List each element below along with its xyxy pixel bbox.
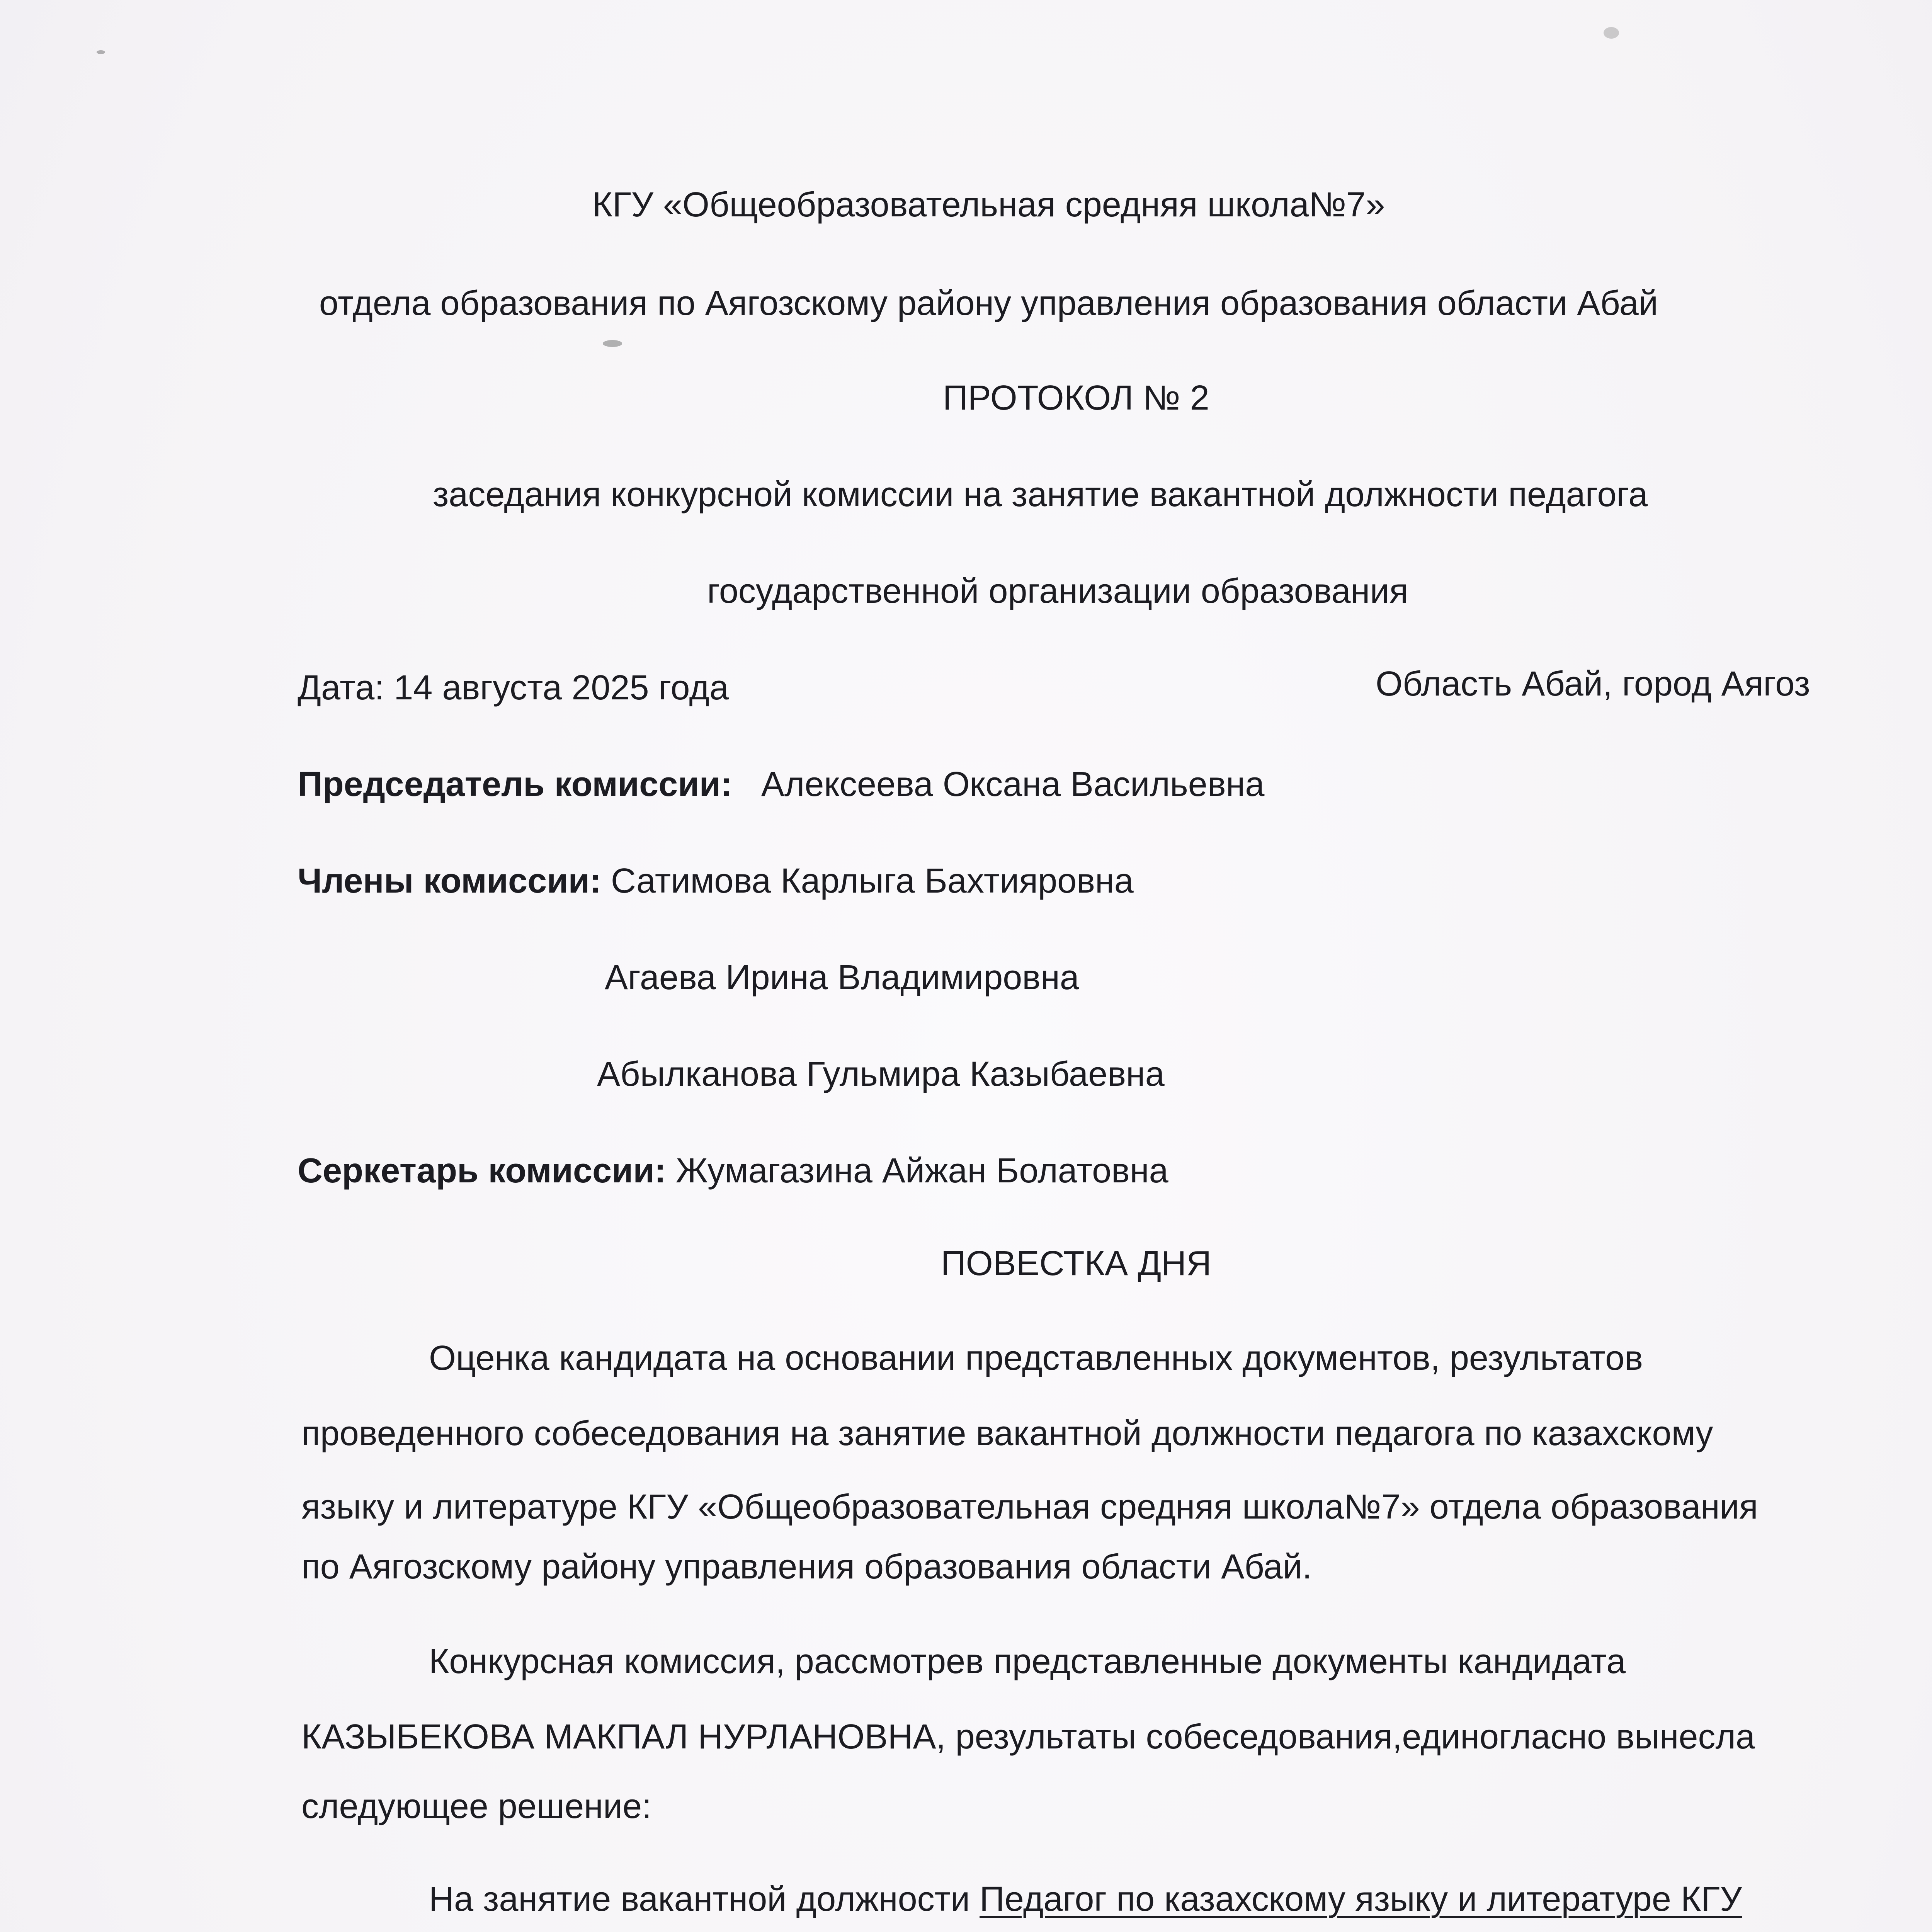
scan-speck xyxy=(1604,27,1619,39)
place-text: Область Абай, город Аягоз xyxy=(1376,665,1810,703)
date-text: Дата: 14 августа 2025 года xyxy=(298,668,729,707)
position-prefix: На занятие вакантной должности xyxy=(429,1880,980,1918)
member-name: Агаева Ирина Владимировна xyxy=(605,958,1079,997)
member-name: Сатимова Карлыга Бахтияровна xyxy=(611,862,1134,900)
decision-line: КАЗЫБЕКОВА МАКПАЛ НУРЛАНОВНА, результаты собеседования,единогласно вынесла xyxy=(301,1718,1755,1756)
position-name: Педагог по казахскому языку и литературе КГУ xyxy=(980,1880,1742,1918)
chair-name: Алексеева Оксана Васильевна xyxy=(761,765,1265,804)
secretary-label: Серкетарь комиссии: xyxy=(298,1151,666,1190)
agenda-line: Оценка кандидата на основании представленных документов, результатов xyxy=(429,1339,1643,1378)
member-name: Абылканова Гульмира Казыбаевна xyxy=(597,1055,1165,1094)
protocol-title: ПРОТОКОЛ № 2 xyxy=(943,379,1209,417)
decision-line: следующее решение: xyxy=(301,1787,652,1826)
agenda-line: проведенного собеседования на занятие вакантной должности педагога по казахскому xyxy=(301,1414,1713,1453)
members-label: Члены комиссии: xyxy=(298,862,601,900)
position-line xyxy=(429,1878,1742,1920)
chair-label: Председатель комиссии: xyxy=(298,765,732,804)
chair-row xyxy=(298,763,1264,806)
members-row xyxy=(298,860,1134,902)
decision-line: Конкурсная комиссия, рассмотрев представленные документы кандидата xyxy=(429,1642,1626,1681)
secretary-row xyxy=(298,1150,1168,1192)
dept-line: отдела образования по Аягозскому району управления образования области Абай xyxy=(319,284,1658,323)
scan-speck xyxy=(97,50,105,54)
subtitle-1: заседания конкурсной комиссии на занятие вакантной должности педагога xyxy=(433,475,1648,514)
agenda-title: ПОВЕСТКА ДНЯ xyxy=(941,1244,1212,1283)
secretary-name: Жумагазина Айжан Болатовна xyxy=(675,1151,1168,1190)
scan-speck xyxy=(603,340,622,347)
org-line: КГУ «Общеобразовательная средняя школа№7» xyxy=(592,185,1385,224)
agenda-line: языку и литературе КГУ «Общеобразовательная средняя школа№7» отдела образования xyxy=(301,1488,1758,1526)
subtitle-2: государственной организации образования xyxy=(707,572,1408,611)
agenda-line: по Аягозскому району управления образования области Абай. xyxy=(301,1548,1312,1586)
